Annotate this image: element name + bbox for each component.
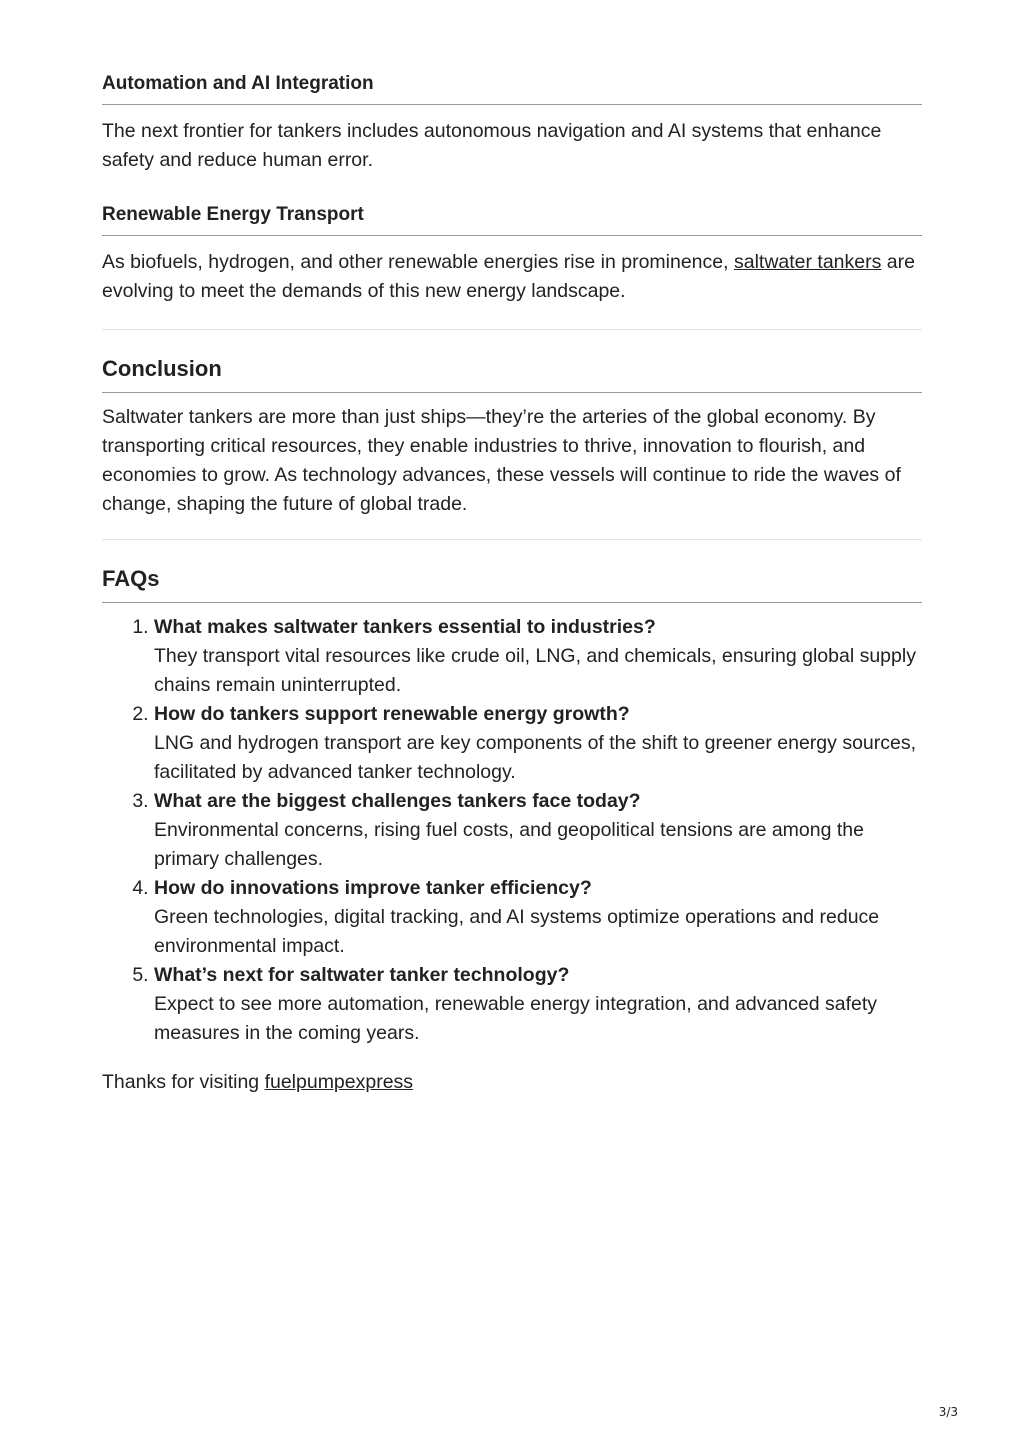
- faqs-heading: FAQs: [102, 564, 922, 603]
- faq-answer: Expect to see more automation, renewable energy integration, and advanced safety measures in the coming years.: [154, 993, 878, 1044]
- faq-item: [154, 700, 922, 787]
- faq-list: [102, 613, 922, 1048]
- faq-answer: They transport vital resources like crude oil, LNG, and chemicals, ensuring global supply chains remain uninterrupted.: [154, 645, 916, 696]
- section-divider: [102, 539, 922, 540]
- saltwater-tankers-link[interactable]: saltwater tankers: [733, 251, 882, 273]
- faq-item: [154, 613, 922, 700]
- renewable-text-after: are evolving to meet the demands of this new energy landscape.: [102, 251, 915, 302]
- thanks-paragraph: [102, 1068, 922, 1097]
- faq-answer: LNG and hydrogen transport are key components of the shift to greener energy sources, facilitated by advanced tanker technology.: [154, 732, 917, 783]
- faq-item: [154, 874, 922, 961]
- faq-answer: Green technologies, digital tracking, and AI systems optimize operations and reduce environmental impact.: [154, 906, 880, 957]
- section-heading-renewable: Renewable Energy Transport: [102, 201, 922, 236]
- faq-question: How do innovations improve tanker efficiency?: [154, 877, 592, 899]
- faq-question: What are the biggest challenges tankers face today?: [154, 790, 641, 812]
- faq-answer: Environmental concerns, rising fuel costs, and geopolitical tensions are among the primary challenges.: [154, 819, 864, 870]
- section-divider: [102, 329, 922, 330]
- section-body-renewable: [102, 248, 922, 306]
- renewable-text-before: As biofuels, hydrogen, and other renewable energies rise in prominence,: [102, 251, 734, 273]
- section-heading-automation: Automation and AI Integration: [102, 70, 922, 105]
- faq-question: What makes saltwater tankers essential to industries?: [154, 616, 656, 638]
- section-body-automation: The next frontier for tankers includes autonomous navigation and AI systems that enhance safety and reduce human error.: [102, 120, 882, 171]
- article-content: [102, 70, 922, 1097]
- faq-item: [154, 787, 922, 874]
- faq-question: What’s next for saltwater tanker technology?: [154, 964, 570, 986]
- faq-question: How do tankers support renewable energy growth?: [154, 703, 630, 725]
- conclusion-heading: Conclusion: [102, 354, 922, 393]
- faq-item: [154, 961, 922, 1048]
- page-number: 3/3: [938, 1405, 958, 1419]
- conclusion-body: Saltwater tankers are more than just ships—they’re the arteries of the global economy. By transporting critical resources, they enable industries to thrive, innovation to flourish, and economies to grow. As technology advances, these vessels will continue to ride the waves of change, shaping the future of global trade.: [102, 406, 901, 515]
- fuelpumpexpress-link[interactable]: fuelpumpexpress: [264, 1071, 414, 1093]
- thanks-text: Thanks for visiting: [102, 1071, 265, 1093]
